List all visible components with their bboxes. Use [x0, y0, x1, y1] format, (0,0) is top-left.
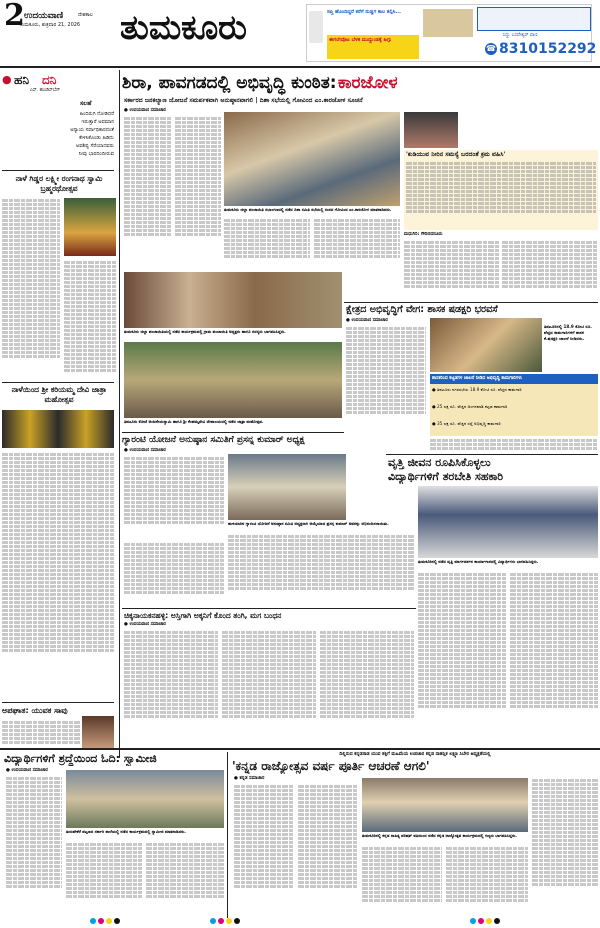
- brand-badge: [2, 72, 116, 88]
- vocational-photo-caption: ತುಮಕೂರಿನಲ್ಲಿ ನಡೆದ ವೃತ್ತಿ ಮಾರ್ಗದರ್ಶನ ಕಾರ್ಯಾಗಾರದಲ್ಲಿ ವಿದ್ಯಾರ್ಥಿಗಳು ಭಾಗವಹಿಸಿದ್ದರು.: [418, 559, 539, 564]
- poem-line: ನೀವು ಭಾರದಿಂದೀರುವ: [78, 151, 114, 157]
- crime-column-3: [320, 630, 414, 742]
- sidebar-story2-text: [2, 452, 114, 702]
- ad-text-1: ಸಪ್ತಿ ಹೊಂದಿದ್ದರೆ ಕರೆಗೆ ನುಡ್ಡಗ ಕಾಲ ಕಲ್ಪಿಸಿ...: [327, 9, 402, 15]
- poem-line: ಇರುತ್ತಾರೆ ಅವಮಾನ: [81, 119, 114, 125]
- lead-column-2: [175, 116, 221, 270]
- bottom-right-column-4: [446, 846, 528, 916]
- bottom-left-caption: ತುರುವೇಕೆರೆ ಪಟ್ಟಣದ ಸರ್ಕಾರಿ ಶಾಲೆಯಲ್ಲಿ ನಡೆದ ಕಾರ್ಯಕ್ರಮದಲ್ಲಿ ಸ್ವಾಮೀಜಿ ಮಾತನಾಡಿದರು.: [66, 829, 186, 834]
- ad-phone-icon: ☎: [486, 44, 496, 53]
- photo-panchayat-caption: ತುಮಕೂರು ಜಿಲ್ಲಾ ಪಂಚಾಯಿತಿಯಲ್ಲಿ ನಡೆದ ಕಾರ್ಯಕ್ರಮದಲ್ಲಿ ಗ್ರಾಮ ಪಂಚಾಯಿತಿ ಅಧ್ಯಕ್ಷರು ಹಾಗೂ ಸದಸ್ಯರು ಭಾಗವಹಿಸಿದ್ದರು.: [124, 329, 286, 334]
- temple-info-item: ● 35 ಲಕ್ಷ ರೂ. ವೆಚ್ಚದ ರಸ್ತೆ ಅಭಿವೃದ್ಧಿ ಕಾಮಗಾರಿ: [432, 421, 501, 426]
- ad-photo-2: [477, 7, 591, 31]
- brand-prefix: ಹನಿ: [14, 73, 29, 87]
- temple-column-2: [430, 438, 598, 452]
- sidebar-story2-headline: ನಾಳೆಯಿಂದ ಶ್ರೀ ಕರಿಯಮ್ಮ ದೇವಿ ಜಾತ್ರಾ ಮಹೋತ್ಸವ: [11, 385, 107, 404]
- guarantee-headline: ಗ್ಯಾರಂಟಿ ಯೋಜನೆ ಅನುಷ್ಠಾನ ಸಮಿತಿಗೆ ಪ್ರಸನ್ನ ಕುಮಾರ್ ಅಧ್ಯಕ್ಷ: [122, 435, 305, 445]
- lead-photo: [224, 112, 400, 206]
- sidebar-story1-headline: ನಾಳೆ ಗಿಡ್ಡರ ಲಕ್ಷ್ಮೀ ರಂಗನಾಥ ಸ್ವಾಮಿ ಬ್ರಹ್ಮರಥೋತ್ಸವ: [15, 174, 103, 193]
- bottom-left-column-3: [146, 842, 224, 916]
- poem-line: ಅವಶಿಷ್ಟ ಸೆರೆಯಾದವರು: [75, 143, 114, 149]
- registration-dot-icon: [218, 918, 224, 924]
- brand-author: ಎಸ್. ಹುಂಡಿಸ್‌ಬೆನ್: [30, 88, 61, 93]
- bottom-left-column-2: [66, 842, 142, 916]
- temple-byline: ● ಉದಯವಾಣಿ ಸಮಾಚಾರ: [346, 318, 388, 323]
- lead-headline-part1: ಶಿರಾ, ಪಾವಗಡದಲ್ಲಿ ಅಭಿವೃದ್ಧಿ ಕುಂಠಿತ:: [122, 73, 337, 93]
- bottom-right-column-2: [298, 784, 358, 916]
- lead-column-6: [502, 240, 598, 300]
- bottom-right-column-5: [532, 778, 598, 916]
- paper-name: ಉದಯವಾಣಿ: [24, 11, 64, 21]
- vocational-column-1: [418, 572, 506, 742]
- crime-column-1: [124, 630, 218, 742]
- photo-temple-caption: ತಿಪಟೂರು ಕೋಟೆ ಆಂಜನೇಯಸ್ವಾಮಿ ಹಾಗೂ ಶ್ರೀ ಕೆಂಪಮ್ಮದೇವಿ ದೇವಾಲಯದಲ್ಲಿ ನಡೆದ ಜಾತ್ರಾ ಮಹೋತ್ಸವ.: [124, 419, 264, 424]
- advice-label: ಸಲಹೆ: [80, 100, 92, 107]
- registration-dot-icon: [98, 918, 104, 924]
- bottom-column-rule: [227, 752, 228, 918]
- guarantee-divider: [122, 432, 344, 433]
- temple-side-caption: ತಿಪಟೂರಿನಲ್ಲಿ 18.9 ಕೋಟಿ ರೂ. ವೆಚ್ಚದ ಕಾಮಗಾರಿಗಳಿಗೆ ಶಾಸಕ ಕೆ.ಷಡಕ್ಷರಿ ಚಾಲನೆ ನೀಡಿದರು.: [544, 324, 592, 341]
- registration-dot-icon: [234, 918, 240, 924]
- guarantee-photo: [228, 454, 346, 520]
- bottom-kicker: ದಿಲ್ಲಿರುದ ಕನ್ನಡನಾಡ ಯುವ ಶಕ್ತಿಗೆ ಮಹಿಮೆಯ ಉಪಚಾರ ಕನ್ನಡ ಸಾಹಸ್ತಿಕ ಲಕ್ಷ್ಮಣ ಸಿಬೇರ ಅಧ್ಯಕ್ಷತೆಯಲ್ಲಿ: [339, 752, 491, 757]
- ad-text-2: ಈಗಲೇವೊಟ ಬೆಳಕ ಮುದ್ದುಂಡಕ್ಕೆ ಹಿಗ್ಗು: [329, 37, 392, 43]
- registration-dot-icon: [486, 918, 492, 924]
- heart-icon: ●: [2, 73, 12, 86]
- bottom-right-column-1: [234, 784, 294, 916]
- lead-box-text: [406, 161, 596, 227]
- lead-byline: ● ಉದಯವಾಣಿ ಸಮಾಚಾರ: [124, 108, 166, 113]
- ad-highlight: [327, 35, 419, 59]
- lead-column-1: [124, 116, 172, 270]
- vocational-column-2: [510, 572, 598, 742]
- crime-headline: ಚಿಕ್ಕನಾಯಕನಹಳ್ಳಿ: ಅಸ್ತಿಗಾಗಿ ಅಕ್ಕನಿಗೆ ಕೊಂದ ತಂಗಿ, ಮಗ ಬಂಧನ: [124, 611, 282, 620]
- guarantee-photo-caption: ಹುಳಿಯಾರಿನ ಗ್ಯಾರಂಟಿ ಯೋಜನೆ ಅನುಷ್ಠಾನ ಸಮಿತಿ ಅಧ್ಯಕ್ಷರಾಗಿ ಆಯ್ಕೆಯಾದ ಪ್ರಸನ್ನ ಕುಮಾರ್ ಅವರನ್ನು ಅಭಿನಂದಿಸಲಾಯಿತು.: [228, 521, 389, 526]
- edition-label: ದೇಶಕಾಲ: [78, 12, 93, 18]
- vocational-photo: [418, 486, 598, 558]
- poem-line: ಹಿಂದಿರುಗಿ ನೋಡಿದರೆ: [79, 111, 114, 117]
- crime-divider: [122, 608, 416, 609]
- poem-line: ಅನ್ಯಾಯ ಸರ್ವಾಧಿಕಾರದಂತೆ: [70, 127, 114, 133]
- bottom-right-column-3: [362, 846, 442, 916]
- bottom-right-photo: [362, 778, 528, 832]
- vocational-headline-1: ವೃತ್ತಿ ಜೀವನ ರೂಪಿಸಿಕೊಳ್ಳಲು: [388, 456, 491, 469]
- lead-column-3: [224, 218, 310, 270]
- lead-box: [404, 150, 598, 230]
- photo-panchayat: [124, 272, 342, 328]
- ad-logo-icon: [309, 11, 323, 43]
- temple-headline: ಕ್ಷೇತ್ರದ ಅಭಿವೃದ್ಧಿಗೆ ವೇಗ: ಶಾಸಕ ಷಡಕ್ಷರಿ ಭರವಸೆ: [346, 304, 498, 315]
- bottom-left-photo: [66, 770, 224, 828]
- temple-info-box: [430, 374, 598, 436]
- sidebar-story3-text: [2, 720, 80, 748]
- deity-photo: [64, 198, 116, 256]
- poem-line: ಕೇಳಿಸಿಕೊಂಡು ಹಿಡಿದು: [79, 135, 114, 141]
- registration-dot-icon: [114, 918, 120, 924]
- lead-box-subhead: ಮಧುಗಿರಿ: ಗೌರಿಬಿದನೂರು: [404, 232, 443, 237]
- lead-subheadline: ಸರ್ಕಾರದ ಜನಕಲ್ಯಾಣ ಯೋಜನೆ ಸಮರ್ಪಕವಾಗಿ ಅನುಷ್ಠಾನವಾಗಲಿ | ದಿಶಾ ಸಭೆಯಲ್ಲಿ ಗೋವಿಂದ ಎಂ.ಕಾರಜೋಳ ಸೂಚನೆ: [124, 97, 363, 104]
- guarantee-column-3: [228, 534, 414, 606]
- temple-divider: [344, 302, 598, 303]
- guarantee-byline: ● ಉದಯವಾಣಿ ಸಮಾಚಾರ: [124, 448, 166, 453]
- ad-banner[interactable]: [306, 4, 597, 62]
- goddess-photo: [2, 410, 114, 448]
- ad-phone-number[interactable]: 8310152292: [499, 41, 597, 57]
- sidebar-story1-text-b: [64, 260, 116, 400]
- lead-headline-part2: ಕಾರಜೋಳ: [337, 73, 398, 93]
- temple-info-item: ● 25 ಲಕ್ಷ ರೂ. ವೆಚ್ಚದ ಅಂಗನವಾಡಿ ಕಟ್ಟಡ ಕಾಮಗಾರಿ: [432, 404, 508, 409]
- page-number: 2: [4, 0, 25, 33]
- lead-portrait: [404, 112, 458, 148]
- masthead-divider: [0, 66, 600, 68]
- registration-dot-icon: [210, 918, 216, 924]
- registration-dot-icon: [478, 918, 484, 924]
- vocational-divider: [386, 454, 598, 455]
- registration-dot-icon: [470, 918, 476, 924]
- district-title: ತುಮಕೂರು: [120, 8, 247, 48]
- registration-dot-icon: [106, 918, 112, 924]
- poem: [20, 110, 114, 158]
- lead-column-4: [314, 218, 400, 270]
- bottom-divider: [0, 748, 600, 750]
- sidebar-column-rule: [119, 70, 120, 758]
- brand-suffix: ದನಿ: [42, 73, 57, 87]
- bottom-left-byline: ● ಉದಯವಾಣಿ ಸಮಾಚಾರ: [6, 768, 48, 773]
- vocational-headline-2: ವಿದ್ಯಾರ್ಥಿಗಳಿಗೆ ತರಬೇತಿ ಸಹಕಾರಿ: [388, 470, 504, 483]
- date-line: ತುಮಕೂರು, ಶುಕ್ರವಾರ 21, 2026: [20, 22, 81, 28]
- ad-contact-label: ಸಿದ್ದು ಬಸವೇಶ್ವರ್ ವಾಣಿ: [503, 33, 538, 38]
- lead-caption: ತುಮಕೂರು ಜಿಲ್ಲಾ ಪಂಚಾಯಿತಿ ಸಭಾಂಗಣದಲ್ಲಿ ನಡೆದ ದಿಶಾ ಸಮಿತಿ ಸಭೆಯಲ್ಲಿ ಸಂಸದ ಗೋವಿಂದ ಎಂ.ಕಾರಜೋಳ ಮಾತನಾಡಿದರು.: [224, 207, 392, 212]
- temple-info-item: ● ತಿಪಟೂರು ನಗರಸಭೆಯ 18.9 ಕೋಟಿ ರೂ. ವೆಚ್ಚದ ಕಾಮಗಾರಿ: [432, 387, 522, 392]
- registration-dot-icon: [90, 918, 96, 924]
- sidebar-divider-2: [2, 382, 114, 383]
- bottom-left-column-1: [6, 776, 62, 916]
- masthead: [0, 0, 600, 70]
- ad-photo-1: [423, 9, 473, 37]
- sidebar-divider: [2, 170, 114, 171]
- crime-byline: ● ಉದಯವಾಣಿ ಸಮಾಚಾರ: [124, 622, 166, 627]
- bottom-left-headline: ವಿದ್ಯಾರ್ಥಿಗಳಿಗೆ ಶ್ರದ್ಧೆಯಿಂದ ಓದಿ: ಸ್ವಾಮೀಜಿ: [4, 752, 157, 765]
- bottom-right-headline: 'ಕನ್ನಡ ರಾಜ್ಯೋತ್ಸವ ವರ್ಷ ಪೂರ್ತಿ ಆಚರಣೆ ಆಗಲಿ': [232, 759, 430, 773]
- photo-temple-fair: [124, 342, 342, 418]
- sidebar-story1-text: [2, 198, 60, 398]
- accident-photo: [82, 716, 114, 748]
- registration-dot-icon: [226, 918, 232, 924]
- sidebar-divider-3: [2, 702, 114, 703]
- registration-marks: [90, 918, 510, 926]
- lead-headline: [122, 70, 598, 96]
- bottom-right-caption: ತುಮಕೂರಿನಲ್ಲಿ ಕನ್ನಡ ಸಾಹಿತ್ಯ ಪರಿಷತ್ ವತಿಯಿಂದ ನಡೆದ ಕನ್ನಡ ರಾಜ್ಯೋತ್ಸವ ಕಾರ್ಯಕ್ರಮದಲ್ಲಿ ಗಣ್ಯರು ಭಾಗವಹಿಸಿದ್ದರು.: [362, 833, 517, 838]
- bottom-right-byline: ● ಕನ್ನಡ ಸಮಾಚಾರ: [234, 776, 265, 781]
- sidebar: [0, 70, 118, 750]
- temple-column-1: [346, 326, 426, 436]
- guarantee-column-2: [124, 542, 224, 606]
- crime-column-2: [222, 630, 316, 742]
- temple-info-title: ಶಾಸಕರಿಂದ ಕಟ್ಟಡಗಳ ಚಾಲನೆ ನೀಡಿದ ಅಭಿವೃದ್ಧಿ ಕಾಮಗಾರಿಗಳು: [430, 374, 598, 384]
- lead-column-5: [404, 240, 500, 300]
- sidebar-story3-headline: ಅಪಘಾತ: ಯುವಕ ಸಾವು: [2, 706, 68, 715]
- guarantee-column-1: [124, 456, 224, 540]
- temple-photo: [430, 318, 542, 372]
- lead-box-headline: 'ಕುಡಿಯುವ ನೀರಿನ ಸಮಸ್ಯೆ ಬರದಂತೆ ಕ್ರಮ ವಹಿಸಿ': [406, 151, 506, 158]
- registration-dot-icon: [494, 918, 500, 924]
